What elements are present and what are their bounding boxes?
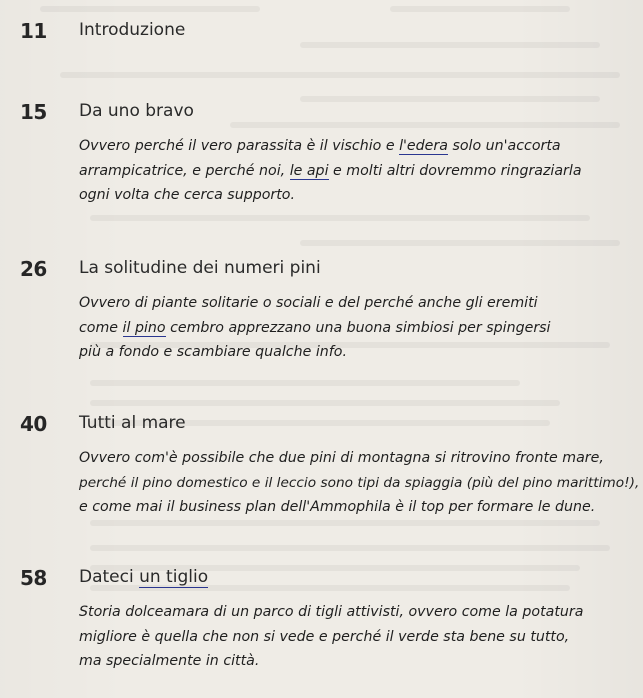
description-line: perché il pino domestico e il leccio sono tipi da spiaggia (più del pino marittimo!), [79, 474, 640, 491]
handwritten-underline: le api [289, 162, 329, 179]
handwritten-underline: l'edera [399, 138, 448, 154]
chapter-description [79, 446, 639, 520]
description-line: Ovvero perché il vero parassita è il vischio e l'edera solo un'accorta [79, 138, 561, 154]
chapter-title: Dateci un tiglio [79, 567, 209, 587]
description-line: ogni volta che cerca supporto. [79, 187, 295, 203]
description-line: e come mai il business plan dell'Ammophila è il top per formare le dune. [79, 499, 596, 515]
page-number: 58 [20, 566, 47, 590]
handwritten-underline: il pino [122, 319, 166, 336]
handwritten-underline: un tiglio [139, 567, 209, 587]
chapter-description [79, 600, 639, 674]
description-line: Ovvero com'è possibile che due pini di montagna si ritrovino fronte mare, [79, 450, 604, 466]
description-line: più a fondo e scambiare qualche info. [79, 344, 347, 360]
chapter-title: Introduzione [79, 20, 186, 40]
description-line: Ovvero di piante solitarie o sociali e del perché anche gli eremiti [79, 295, 538, 311]
chapter-title: Da uno bravo [79, 101, 194, 121]
description-line: Storia dolceamara di un parco di tigli attivisti, ovvero come la potatura [79, 604, 584, 620]
page-number: 40 [20, 412, 47, 436]
page-number: 26 [20, 257, 47, 281]
description-line: come il pino cembro apprezzano una buona simbiosi per spingersi [79, 319, 551, 336]
page-number: 15 [20, 100, 47, 124]
description-line: ma specialmente in città. [79, 653, 260, 669]
chapter-title: Tutti al mare [79, 413, 186, 433]
chapter-description [79, 291, 639, 365]
chapter-title: La solitudine dei numeri pini [79, 258, 321, 278]
description-line: migliore è quella che non si vede e perché il verde sta bene su tutto, [79, 628, 570, 645]
chapter-description [79, 134, 639, 208]
page-number: 11 [20, 19, 47, 43]
description-line: arrampicatrice, e perché noi, le api e molti altri dovremmo ringraziarla [79, 162, 582, 179]
